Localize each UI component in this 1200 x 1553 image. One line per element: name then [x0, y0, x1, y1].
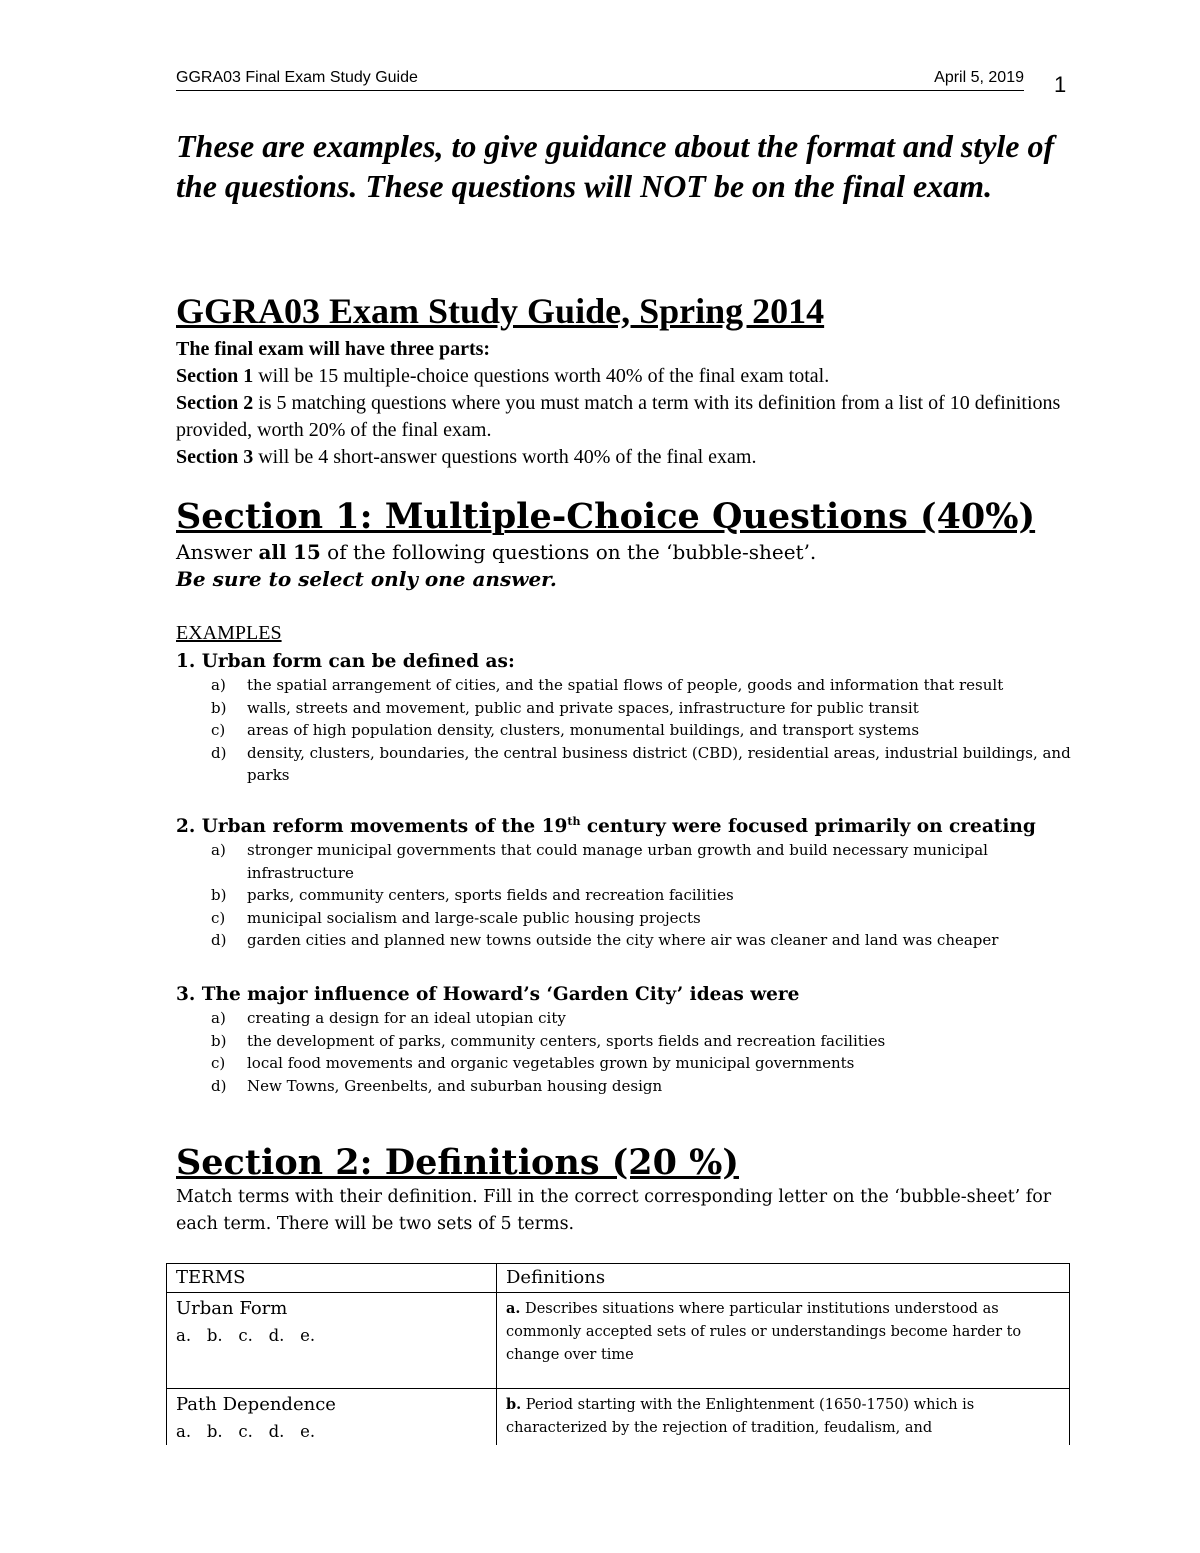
definitions-table: [166, 1263, 1070, 1445]
instruction-count: 15: [292, 540, 321, 564]
option-text: creating a design for an ideal utopian city: [247, 1009, 566, 1027]
question-title-text: 2. Urban reform movements of the 19: [176, 816, 568, 837]
option-letter: c): [211, 1054, 226, 1072]
definition-cell: [497, 1293, 1070, 1389]
table-row: [167, 1293, 1070, 1389]
answer-option: [176, 1030, 1077, 1053]
option-text: the development of parks, community centers, sports fields and recreation facilities: [247, 1031, 886, 1050]
answer-option: [176, 742, 1077, 787]
answer-option: [176, 1007, 1077, 1030]
option-letter: d): [211, 1076, 227, 1095]
term-cell: [167, 1293, 497, 1389]
option-letter: a): [211, 841, 226, 859]
document-title: GGRA03 Exam Study Guide, Spring 2014: [176, 291, 825, 331]
term-options: a. b. c. d. e.: [176, 1422, 316, 1441]
answer-option: [176, 1052, 1077, 1075]
option-text: the spatial arrangement of cities, and the spatial flows of people, goods and information that result: [247, 676, 1004, 694]
option-letter: c): [211, 721, 226, 739]
answer-option: [176, 884, 1077, 907]
option-text: density, clusters, boundaries, the central business district (CBD), residential areas, industrial buildings, and parks: [247, 743, 1071, 784]
definition-body: Describes situations where particular institutions understood as commonly accepted sets of rules or understandings become harder to change over time: [506, 1301, 1022, 1363]
question-title: 1. Urban form can be defined as:: [176, 651, 515, 672]
option-text: areas of high population density, clusters, monumental buildings, and transport systems: [247, 721, 920, 739]
answer-options: [176, 1007, 1076, 1097]
option-letter: b): [211, 698, 227, 717]
question-title: [176, 815, 1076, 839]
answer-options: [176, 674, 1076, 787]
option-text: garden cities and planned new towns outside the city where air was cleaner and land was cheaper: [247, 931, 999, 949]
examples-label: EXAMPLES: [176, 622, 282, 644]
definition-cell: [497, 1389, 1070, 1446]
question-title-text: century were focused primarily on creating: [580, 816, 1036, 837]
header-title: GGRA03 Final Exam Study Guide: [176, 69, 418, 86]
table-row: [167, 1389, 1070, 1446]
part-label: Section 2: [176, 392, 254, 414]
instruction-text: of the following questions on the ‘bubble-sheet’.: [320, 540, 817, 564]
answer-option: [176, 674, 1077, 697]
answer-option: [176, 929, 1077, 952]
column-header-terms: TERMS: [167, 1264, 497, 1293]
answer-option: [176, 839, 1077, 884]
part-label: Section 3: [176, 446, 254, 468]
definition-letter: b.: [506, 1396, 522, 1413]
question-2: [176, 815, 1076, 952]
option-text: local food movements and organic vegetables grown by municipal governments: [247, 1054, 855, 1072]
table-header-row: [167, 1264, 1070, 1293]
header-date: April 5, 2019: [934, 69, 1024, 86]
ordinal-suffix: th: [567, 814, 581, 828]
part-section-1: [176, 363, 1076, 390]
term-name: Path Dependence: [176, 1394, 336, 1415]
question-3: [176, 983, 1076, 1097]
option-text: stronger municipal governments that could manage urban growth and build necessary municipal infrastructure: [247, 841, 988, 882]
intro-note: These are examples, to give guidance about the format and style of the questions. These questions will NOT be on the final exam.: [176, 128, 1055, 204]
question-1: [176, 650, 1076, 787]
part-text: is 5 matching questions where you must match a term with its definition from a list of 10 definitions provided, worth 20% of the final exam.: [176, 392, 1061, 441]
term-cell: [167, 1389, 497, 1446]
section-2-heading: Section 2: Definitions (20 %): [176, 1142, 739, 1183]
part-label: Section 1: [176, 365, 254, 387]
definition-body: Period starting with the Enlightenment (1650-1750) which is characterized by the rejection of tradition, feudalism, and: [506, 1397, 975, 1436]
option-text: New Towns, Greenbelts, and suburban housing design: [247, 1076, 663, 1095]
option-letter: d): [211, 743, 227, 762]
definition-text: [506, 1293, 1069, 1367]
answer-options: [176, 839, 1076, 952]
option-text: municipal socialism and large-scale public housing projects: [247, 908, 701, 927]
answer-option: [176, 697, 1077, 720]
option-letter: d): [211, 931, 227, 949]
definition-letter: a.: [506, 1300, 521, 1317]
exam-parts: [176, 336, 1076, 471]
part-text: will be 4 short-answer questions worth 40% of the final exam.: [253, 446, 757, 468]
answer-option: [176, 1075, 1077, 1098]
section-1-heading: Section 1: Multiple-Choice Questions (40%): [176, 496, 1036, 537]
definition-text: [506, 1389, 1069, 1440]
option-text: parks, community centers, sports fields and recreation facilities: [247, 886, 734, 904]
option-letter: b): [211, 886, 227, 904]
instruction-line: [176, 539, 816, 566]
option-text: walls, streets and movement, public and private spaces, infrastructure for public transit: [247, 698, 919, 717]
part-section-2: [176, 390, 1076, 444]
answer-option: [176, 907, 1077, 930]
answer-option: [176, 719, 1077, 742]
page-number: 1: [1054, 72, 1067, 97]
instruction-warning: Be sure to select only one answer.: [176, 567, 557, 591]
part-section-3: [176, 444, 1076, 471]
parts-intro: The final exam will have three parts:: [176, 338, 491, 360]
option-letter: c): [211, 908, 226, 927]
instruction-emphasis: all: [258, 540, 287, 564]
term-name: Urban Form: [176, 1298, 288, 1319]
section-1-instructions: [176, 539, 816, 593]
option-letter: a): [211, 1009, 226, 1027]
instruction-text: Answer: [176, 540, 259, 564]
part-text: will be 15 multiple-choice questions worth 40% of the final exam total.: [253, 365, 830, 387]
page-header: [176, 68, 1024, 91]
option-letter: a): [211, 676, 226, 694]
section-2-instructions: Match terms with their definition. Fill in the correct corresponding letter on the ‘bubble-sheet’ for each term. There will be two sets of 5 terms.: [176, 1187, 1052, 1234]
option-letter: b): [211, 1031, 227, 1050]
question-title: 3. The major influence of Howard’s ‘Garden City’ ideas were: [176, 984, 800, 1005]
term-options: a. b. c. d. e.: [176, 1326, 316, 1345]
column-header-definitions: Definitions: [497, 1264, 1070, 1293]
